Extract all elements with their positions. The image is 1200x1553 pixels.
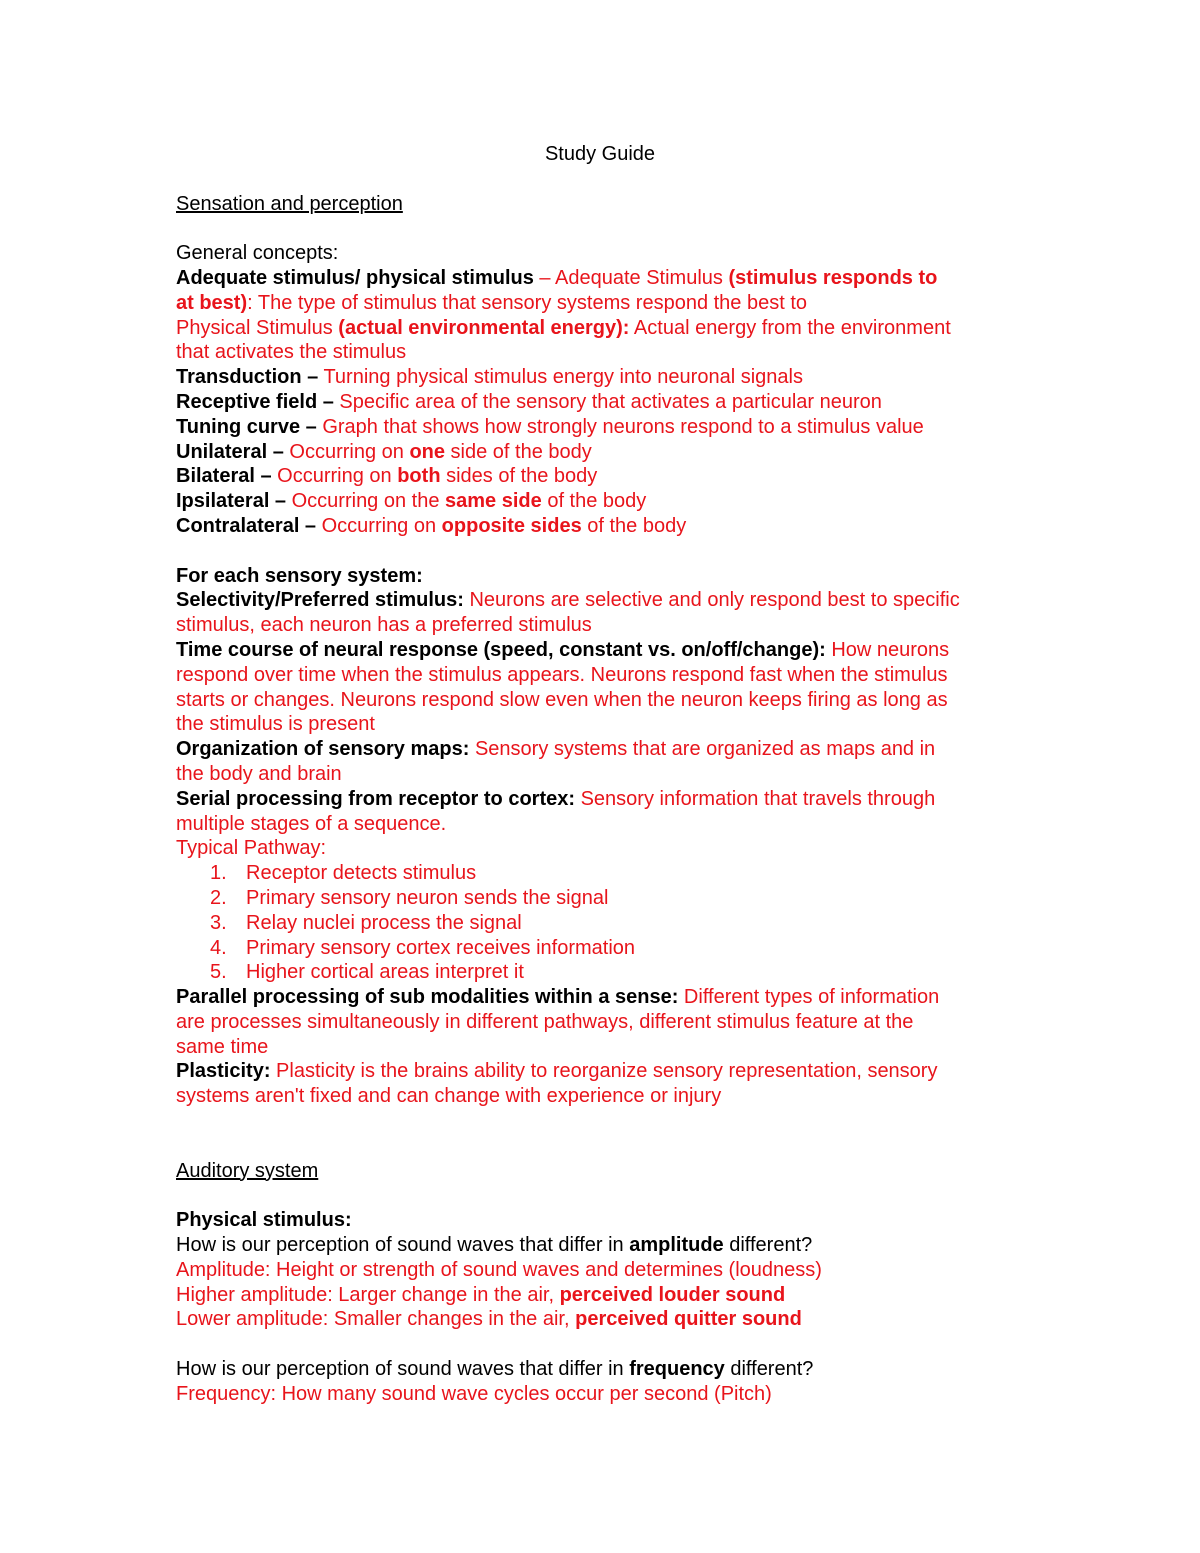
each-system-label: For each sensory system:	[176, 564, 423, 587]
physical-stimulus-line-2: that activates the stimulus	[176, 341, 407, 364]
plasticity-line-2: systems aren't fixed and can change with experience or injury	[176, 1085, 722, 1108]
timecourse-line-4: the stimulus is present	[176, 713, 375, 736]
amplitude-definition: Amplitude: Height or strength of sound waves and determines (loudness)	[176, 1258, 822, 1281]
pathway-label: Typical Pathway:	[176, 837, 327, 860]
parallel-line-1: Parallel processing of sub modalities within a sense: Different types of information	[176, 986, 940, 1009]
lower-amplitude: Lower amplitude: Smaller changes in the air, perceived quitter sound	[176, 1308, 802, 1331]
frequency-definition: Frequency: How many sound wave cycles occur per second (Pitch)	[176, 1382, 772, 1405]
timecourse-line-1: Time course of neural response (speed, constant vs. on/off/change): How neurons	[176, 638, 950, 661]
list-item: 4. Primary sensory cortex receives information	[210, 936, 636, 959]
selectivity-line-1: Selectivity/Preferred stimulus: Neurons are selective and only respond best to specific	[176, 589, 960, 612]
def-transduction: Transduction – Turning physical stimulus energy into neuronal signals	[176, 366, 803, 389]
section-heading-auditory: Auditory system	[176, 1159, 319, 1182]
list-item: 1. Receptor detects stimulus	[210, 862, 477, 885]
def-bilateral: Bilateral – Occurring on both sides of the body	[176, 465, 598, 488]
physical-stimulus-label: Physical stimulus:	[176, 1209, 352, 1232]
amplitude-question: How is our perception of sound waves that differ in amplitude different?	[176, 1234, 813, 1257]
pathway-list	[176, 861, 1036, 985]
def-ipsilateral: Ipsilateral – Occurring on the same side of the body	[176, 490, 647, 513]
def-contralateral: Contralateral – Occurring on opposite sides of the body	[176, 514, 687, 537]
general-concepts-label: General concepts:	[176, 242, 339, 265]
def-tuning-curve: Tuning curve – Graph that shows how strongly neurons respond to a stimulus value	[176, 415, 924, 438]
def-receptive-field: Receptive field – Specific area of the sensory that activates a particular neuron	[176, 390, 882, 413]
serial-line-2: multiple stages of a sequence.	[176, 812, 447, 835]
def-unilateral: Unilateral – Occurring on one side of the body	[176, 440, 592, 463]
plasticity-line-1: Plasticity: Plasticity is the brains ability to reorganize sensory representation, sensory	[176, 1060, 938, 1083]
maps-line-1: Organization of sensory maps: Sensory systems that are organized as maps and in	[176, 738, 936, 761]
serial-line-1: Serial processing from receptor to cortex: Sensory information that travels through	[176, 787, 936, 810]
parallel-line-3: same time	[176, 1035, 269, 1058]
timecourse-line-3: starts or changes. Neurons respond slow even when the neuron keeps firing as long as	[176, 688, 948, 711]
page-title: Study Guide	[544, 143, 656, 165]
maps-line-2: the body and brain	[176, 762, 342, 785]
selectivity-line-2: stimulus, each neuron has a preferred stimulus	[176, 614, 592, 637]
parallel-line-2: are processes simultaneously in different pathways, different stimulus feature at the	[176, 1010, 914, 1033]
adequate-stimulus-line-1: Adequate stimulus/ physical stimulus – Adequate Stimulus (stimulus responds to	[176, 266, 938, 289]
physical-stimulus-line-1: Physical Stimulus (actual environmental energy): Actual energy from the environment	[176, 316, 951, 339]
list-item: 2. Primary sensory neuron sends the signal	[210, 886, 609, 909]
higher-amplitude: Higher amplitude: Larger change in the air, perceived louder sound	[176, 1283, 786, 1306]
frequency-question: How is our perception of sound waves that differ in frequency different?	[176, 1358, 814, 1381]
term-adequate-stimulus: Adequate stimulus/ physical stimulus	[176, 266, 534, 289]
document-body	[176, 142, 1036, 1407]
list-item: 3. Relay nuclei process the signal	[210, 911, 522, 934]
section-heading-sensation: Sensation and perception	[176, 192, 403, 215]
list-item: 5. Higher cortical areas interpret it	[210, 961, 524, 984]
adequate-stimulus-line-2: at best): The type of stimulus that sensory systems respond the best to	[176, 291, 808, 314]
timecourse-line-2: respond over time when the stimulus appears. Neurons respond fast when the stimulus	[176, 663, 948, 686]
